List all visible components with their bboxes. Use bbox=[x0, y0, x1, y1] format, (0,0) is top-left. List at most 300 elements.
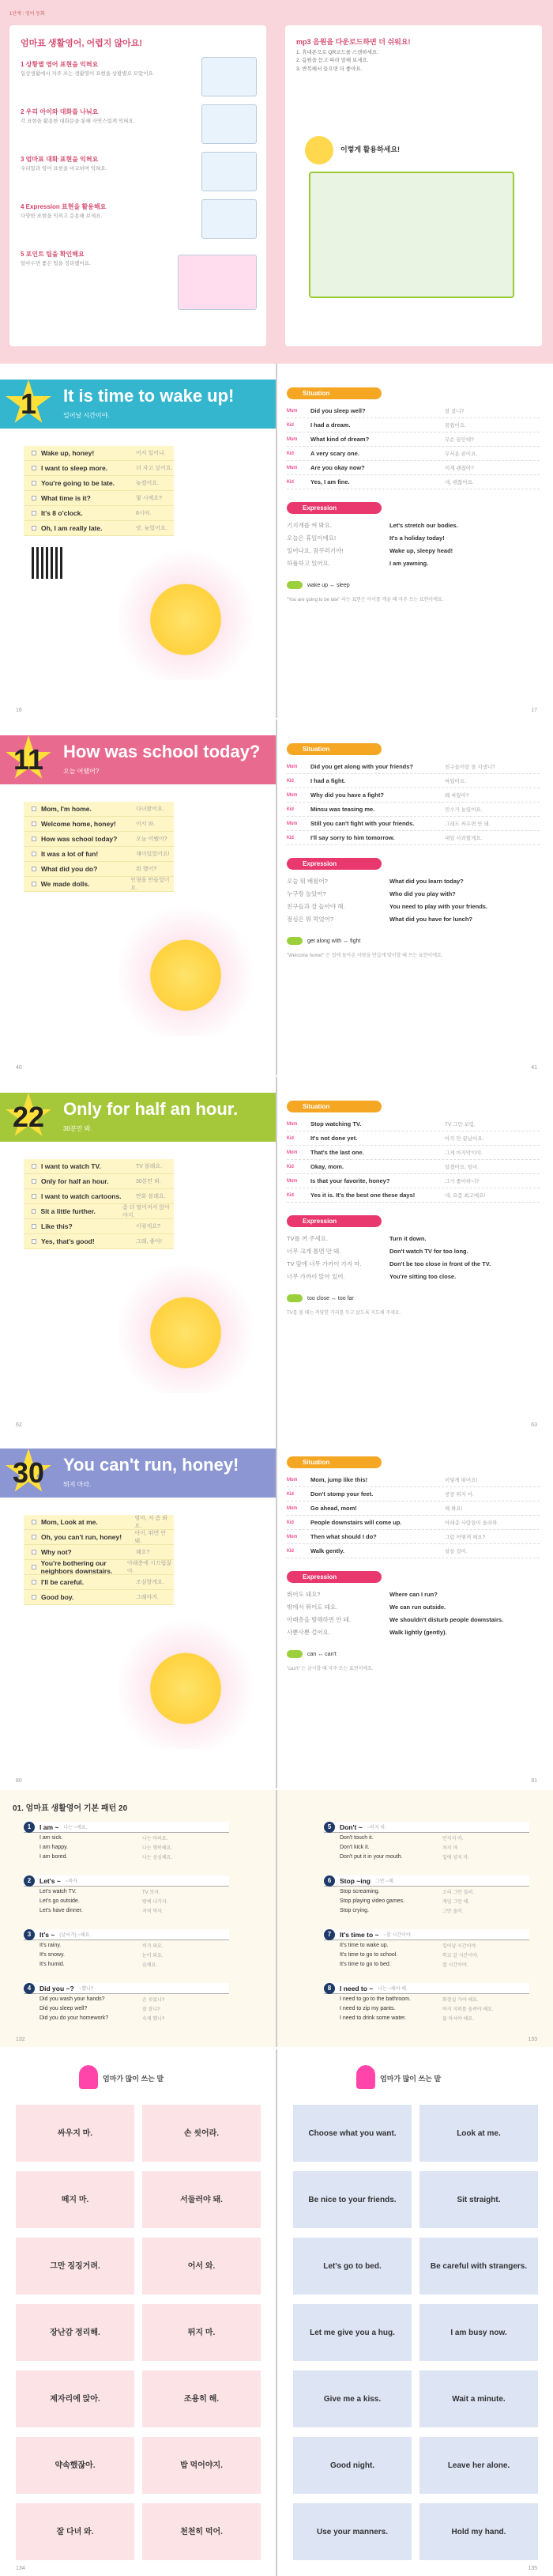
dialogue-ko: 그럼 어떻게 해요? bbox=[445, 1535, 486, 1540]
sentence-row bbox=[24, 877, 174, 892]
pattern-title: I need to ~ bbox=[340, 1984, 374, 1992]
expression-line bbox=[287, 1626, 540, 1638]
pattern-line bbox=[324, 1852, 529, 1861]
lesson-number: 22 bbox=[12, 1101, 45, 1133]
pattern-title: Did you ~? bbox=[40, 1984, 74, 1992]
expression-line bbox=[287, 900, 540, 912]
sentence-ko: 만화 볼래요. bbox=[136, 1194, 166, 1199]
dialogue-en: Still you can't fight with your friends. bbox=[310, 820, 415, 827]
pattern-title: Stop ~ing bbox=[340, 1876, 371, 1885]
checkbox-icon bbox=[32, 526, 36, 531]
pattern-en: Don't touch it. bbox=[340, 1834, 374, 1841]
dialogue-en: Why did you have a fight? bbox=[310, 791, 384, 799]
flashcard: Give me a kiss. bbox=[293, 2370, 412, 2427]
sentence-row bbox=[24, 847, 174, 862]
pattern-ko: 소리 그만 질러. bbox=[442, 1890, 474, 1895]
right-title: mp3 음원을 다운로드하면 더 쉬워요! bbox=[296, 38, 411, 46]
intro-item-desc: 일상생활에서 자주 쓰는 생활영어 표현을 상황별로 모았어요. bbox=[21, 71, 155, 77]
pattern-line bbox=[24, 1896, 229, 1906]
dialogue-line bbox=[287, 1473, 540, 1487]
section-header: Situation bbox=[287, 1101, 382, 1112]
expression-en: It's a holiday today! bbox=[389, 534, 445, 542]
sentence-ko: 뭐 했어? bbox=[136, 867, 157, 872]
dialogue-en: Yes it is. It's the best one these days! bbox=[310, 1192, 416, 1199]
dialogue-ko: 그래도 싸우면 안 돼. bbox=[445, 822, 491, 827]
pattern-title: I am ~ bbox=[40, 1822, 59, 1831]
pattern-header bbox=[324, 1929, 529, 1940]
sentence-row bbox=[24, 476, 174, 491]
dialogue-line bbox=[287, 817, 540, 831]
dialogue-line bbox=[287, 1501, 540, 1516]
speaker: Kid bbox=[287, 806, 294, 812]
sentence-en: Only for half an hour. bbox=[41, 1177, 109, 1185]
tip-badge bbox=[287, 1650, 303, 1658]
page-number: 132 bbox=[16, 2037, 25, 2042]
pattern-line bbox=[24, 1940, 229, 1950]
pattern-desc: ~했니? bbox=[78, 1987, 94, 1992]
flashcard: Leave her alone. bbox=[419, 2437, 538, 2494]
pattern-title: Don't ~ bbox=[340, 1822, 363, 1831]
dialogue-line bbox=[287, 1530, 540, 1544]
lesson-right-page bbox=[277, 720, 553, 1075]
lesson-left-page bbox=[0, 1077, 276, 1433]
expression-line bbox=[287, 1245, 540, 1257]
flashcard: Hold my hand. bbox=[419, 2503, 538, 2560]
sentence-ko: 어서 와. bbox=[136, 822, 156, 827]
page-number: 135 bbox=[528, 2566, 537, 2571]
dialogue-en: Is that your favorite, honey? bbox=[310, 1177, 390, 1184]
gutter bbox=[276, 1790, 277, 2047]
expression-line bbox=[287, 531, 540, 544]
section-header: Situation bbox=[287, 387, 382, 399]
flashcard: 밥 먹어야지. bbox=[142, 2437, 261, 2494]
mom-icon bbox=[356, 2065, 375, 2089]
intro-item bbox=[21, 108, 218, 125]
pattern-title: It's ~ bbox=[40, 1930, 55, 1939]
pattern-ko: 잘 시간이야. bbox=[442, 1962, 468, 1968]
sentence-en: Mom, I'm home. bbox=[41, 805, 92, 813]
pattern-en: I need to zip my pants. bbox=[340, 2005, 396, 2011]
section-header: Situation bbox=[287, 1456, 382, 1468]
flashcard: 천천히 먹어. bbox=[142, 2503, 261, 2560]
expression-line bbox=[287, 544, 540, 557]
lesson-title: Only for half an hour. bbox=[63, 1099, 239, 1119]
dialogue-line bbox=[287, 475, 540, 489]
pattern-ko: 입에 넣지 마. bbox=[442, 1855, 469, 1860]
expression-section bbox=[287, 1571, 540, 1638]
flashcard: 약속했잖아. bbox=[16, 2437, 134, 2494]
lesson-right-page bbox=[277, 364, 553, 718]
pattern-line bbox=[24, 1852, 229, 1861]
sentence-ko: 이렇게요? bbox=[136, 1224, 160, 1229]
dialogue-line bbox=[287, 1146, 540, 1160]
expression-en: Walk lightly (gently). bbox=[389, 1628, 447, 1636]
section-header: Expression bbox=[287, 502, 382, 514]
checkbox-icon bbox=[32, 822, 36, 826]
flashcard: 조용히 해. bbox=[142, 2370, 261, 2427]
expression-ko: 기지개를 켜 봐요. bbox=[287, 521, 332, 529]
dialogue-ko: 친구들이랑 잘 지냈니? bbox=[445, 765, 495, 770]
sentence-en: I want to sleep more. bbox=[41, 464, 108, 472]
checkbox-icon bbox=[32, 867, 36, 871]
expression-line bbox=[287, 1232, 540, 1245]
checkbox-icon bbox=[32, 481, 36, 485]
expression-ko: 친구들과 잘 놀아야 해. bbox=[287, 902, 345, 910]
note-text: "You are going to be late" 라는 표현은 아이를 깨울 때 자주 쓰는 표현이에요. bbox=[287, 598, 444, 602]
checkbox-icon bbox=[32, 852, 36, 856]
expression-ko: 아래층을 방해하면 안 돼. bbox=[287, 1615, 351, 1623]
sentence-ko: 그래야지. bbox=[136, 1595, 159, 1600]
lesson-number: 1 bbox=[20, 387, 37, 420]
tip-text: get along with ↔ fight bbox=[307, 938, 361, 944]
sentence-en: What time is it? bbox=[41, 494, 91, 502]
checkbox-icon bbox=[32, 496, 36, 500]
dialogue-ko: 그거 좋아하니? bbox=[445, 1179, 480, 1184]
expression-section bbox=[287, 1215, 540, 1282]
pattern-line bbox=[24, 1906, 229, 1915]
sentence-ko: 조심할게요. bbox=[136, 1580, 164, 1585]
sentence-ko: 왜요? bbox=[136, 1550, 150, 1555]
dialogue-en: A very scary one. bbox=[310, 450, 359, 457]
pattern-en: Let's watch TV. bbox=[40, 1888, 77, 1894]
pattern-en: Don't put it in your mouth. bbox=[340, 1853, 403, 1860]
intro-spread bbox=[0, 0, 553, 364]
sample-page-image bbox=[309, 172, 514, 298]
speaker: Mom bbox=[287, 1477, 298, 1483]
expression-ko: 너무 가까이 앉아 있어. bbox=[287, 1272, 345, 1280]
right-subtitle: 이렇게 활용하세요! bbox=[340, 145, 401, 153]
pattern-ko: 게임 그만 해. bbox=[442, 1899, 469, 1905]
pattern-ko: 화장실 가야 해요. bbox=[442, 1997, 479, 2003]
dialogue-en: I had a fight. bbox=[310, 777, 346, 784]
intro-item bbox=[21, 155, 218, 172]
page-number: 63 bbox=[531, 1422, 537, 1428]
pattern-box bbox=[24, 1929, 229, 1969]
dialogue-line bbox=[287, 760, 540, 774]
pattern-ko: 숙제 했니? bbox=[142, 2016, 165, 2022]
sentence-ko: 엄마, 저 좀 봐요. bbox=[134, 1516, 167, 1529]
speaker: Kid bbox=[287, 479, 294, 485]
sentence-ko: 인형을 만들었어요. bbox=[130, 878, 170, 891]
flashcard: 어서 와. bbox=[142, 2238, 261, 2295]
right-list bbox=[296, 49, 530, 74]
intro-item-desc: 알아두면 좋은 팁을 정리했어요. bbox=[21, 261, 91, 266]
checkbox-icon bbox=[32, 1239, 36, 1244]
expression-section bbox=[287, 858, 540, 925]
sentence-row bbox=[24, 1515, 174, 1530]
dialogue-en: Stop watching TV. bbox=[310, 1120, 362, 1127]
pattern-header bbox=[24, 1822, 229, 1833]
sentence-ko: 8시야. bbox=[136, 511, 152, 516]
speaker: Kid bbox=[287, 1491, 294, 1497]
tip-badge bbox=[287, 581, 303, 589]
key-sentences bbox=[24, 446, 174, 536]
pattern-line bbox=[324, 2013, 529, 2023]
sentence-en: Welcome home, honey! bbox=[41, 820, 116, 828]
intro-item-title: 4 Expression 표현을 활용해요 bbox=[21, 203, 107, 210]
speaker: Mom bbox=[287, 1534, 298, 1539]
lesson-subtitle: 30분만 봐. bbox=[63, 1125, 92, 1132]
pattern-box bbox=[324, 1875, 529, 1915]
pattern-en: It's humid. bbox=[40, 1961, 65, 1967]
dialogue-en: Yes, I am fine. bbox=[310, 478, 350, 485]
dialogue-line bbox=[287, 1188, 540, 1203]
expression-en: I am yawning. bbox=[389, 559, 429, 567]
dialogue-line bbox=[287, 1131, 540, 1146]
speaker: Mom bbox=[287, 792, 298, 798]
page-number: 40 bbox=[16, 1065, 22, 1071]
intro-item-desc: 우리말과 영어 표현을 비교하며 익혀요. bbox=[21, 166, 107, 172]
pattern-ko: 손 씻었니? bbox=[142, 1997, 165, 2003]
dialogue-ko: 이제 괜찮아? bbox=[445, 466, 474, 471]
lesson-spread bbox=[0, 1077, 553, 1433]
sentence-ko: 30분만 봐. bbox=[136, 1179, 161, 1184]
expression-en: You're sitting too close. bbox=[389, 1272, 457, 1280]
sentence-row bbox=[24, 1174, 174, 1189]
note-text: "Welcome home!" 은 집에 돌아온 사람을 반갑게 맞이할 때 쓰는 표현이에요. bbox=[287, 954, 443, 958]
expression-line bbox=[287, 1257, 540, 1270]
sentence-row bbox=[24, 521, 174, 536]
expression-ko: 밖에서 뛰어도 돼요. bbox=[287, 1603, 338, 1611]
dialogue-ko: 네, 괜찮아요. bbox=[445, 480, 474, 485]
lesson-subtitle: 일어날 시간이야. bbox=[63, 412, 110, 419]
pattern-line bbox=[24, 1994, 229, 2004]
sentence-ko: 앗, 늦었어요. bbox=[136, 526, 167, 531]
expression-en: Don't be too close in front of the TV. bbox=[389, 1260, 491, 1267]
speaker: Mom bbox=[287, 436, 298, 442]
pattern-line bbox=[324, 1950, 529, 1959]
pattern-box bbox=[324, 1822, 529, 1861]
intro-item-title: 5 포인트 팁을 확인해요 bbox=[21, 251, 85, 258]
tip-line bbox=[287, 1650, 337, 1658]
tip-line bbox=[287, 581, 350, 589]
expression-line bbox=[287, 1270, 540, 1282]
speaker: Kid bbox=[287, 778, 294, 784]
lesson-left-page bbox=[0, 720, 276, 1075]
pattern-line bbox=[324, 1887, 529, 1896]
flashcard: 장난감 정리해. bbox=[16, 2304, 134, 2361]
dialogue-line bbox=[287, 1487, 540, 1501]
dialogue-ko: 왜 싸웠어? bbox=[445, 793, 469, 799]
pattern-ko: 바지 지퍼를 올려야 해요. bbox=[442, 2007, 494, 2012]
situation-section bbox=[287, 743, 540, 845]
sentence-en: It's 8 o'clock. bbox=[41, 509, 83, 517]
illustration bbox=[118, 901, 253, 1036]
pattern-box bbox=[24, 1822, 229, 1861]
page-number: 81 bbox=[531, 1778, 537, 1784]
pattern-ko: 나는 행복해요. bbox=[142, 1845, 173, 1851]
page-number: 133 bbox=[528, 2037, 537, 2042]
speaker: Kid bbox=[287, 451, 294, 456]
speaker: Mom bbox=[287, 465, 298, 470]
pattern-ko: 학교 갈 시간이야. bbox=[442, 1953, 479, 1958]
flashcard: 그만 징징거려. bbox=[16, 2238, 134, 2295]
checkbox-icon bbox=[32, 1565, 36, 1569]
pattern-box bbox=[24, 1983, 229, 2023]
pattern-header bbox=[24, 1929, 229, 1940]
expression-line bbox=[287, 874, 540, 887]
right-list-item: 3. 반복해서 들으면 더 좋아요. bbox=[296, 66, 363, 72]
dialogue-ko: 아래층 사람들이 올라와. bbox=[445, 1520, 499, 1526]
pattern-number: 1 bbox=[24, 1822, 35, 1833]
intro-item-title: 3 엄마표 대화 표현을 익혀요 bbox=[21, 156, 99, 163]
page-number: 134 bbox=[16, 2566, 25, 2571]
dialogue-en: Mom, jump like this! bbox=[310, 1476, 368, 1483]
dialogue-en: Minsu was teasing me. bbox=[310, 806, 375, 813]
dialogue-line bbox=[287, 418, 540, 432]
sentence-ko: 그래, 좋아! bbox=[136, 1239, 162, 1245]
sentence-row bbox=[24, 461, 174, 476]
flashcard: I am busy now. bbox=[419, 2304, 538, 2361]
sentence-row bbox=[24, 832, 174, 847]
dialogue-en: People downstairs will come up. bbox=[310, 1519, 402, 1526]
dialogue-en: Okay, mom. bbox=[310, 1163, 344, 1170]
sentence-en: Good boy. bbox=[41, 1593, 74, 1601]
pattern-ko: 일어날 시간이야. bbox=[442, 1943, 477, 1949]
dialogue-ko: 민수가 놀렸어요. bbox=[445, 807, 483, 813]
expression-ko: 뛰어도 돼요? bbox=[287, 1590, 321, 1598]
intro-title: 엄마표 생활영어, 어렵지 않아요! bbox=[21, 39, 143, 48]
dialogue-ko: 그게 마지막이야. bbox=[445, 1150, 483, 1156]
sentence-en: Wake up, honey! bbox=[41, 449, 95, 457]
sentence-en: How was school today? bbox=[41, 835, 118, 843]
expression-en: What did you have for lunch? bbox=[389, 915, 472, 923]
lesson-title: It is time to wake up! bbox=[63, 386, 235, 406]
speaker: Mom bbox=[287, 1150, 298, 1155]
tip-badge bbox=[287, 937, 303, 945]
sentence-row bbox=[24, 1590, 174, 1605]
dialogue-line bbox=[287, 404, 540, 418]
lesson-number: 30 bbox=[12, 1456, 45, 1489]
key-sentences bbox=[24, 1515, 174, 1605]
expression-ko: TV 앞에 너무 가까이 가지 마. bbox=[287, 1260, 362, 1267]
flashcard: Use your manners. bbox=[293, 2503, 412, 2560]
pattern-line bbox=[324, 1959, 529, 1969]
checkbox-icon bbox=[32, 466, 36, 470]
flashcard: Let me give you a hug. bbox=[293, 2304, 412, 2361]
pattern-title: It's time to ~ bbox=[340, 1930, 379, 1939]
checkbox-icon bbox=[32, 511, 36, 516]
sentence-ko: 다녀왔어요. bbox=[136, 806, 164, 812]
pattern-en: It's time to wake up. bbox=[340, 1942, 389, 1948]
intro-item-desc: 다양한 표현을 익히고 응용해 보세요. bbox=[21, 213, 103, 219]
pattern-en: It's snowy. bbox=[40, 1951, 65, 1958]
expression-ko: 점심은 뭐 먹었어? bbox=[287, 915, 334, 923]
tip-line bbox=[287, 937, 360, 945]
flashcard-spread bbox=[0, 2049, 553, 2576]
expression-en: Where can I run? bbox=[389, 1590, 438, 1598]
dialogue-line bbox=[287, 432, 540, 447]
checkbox-icon bbox=[32, 1580, 36, 1585]
sentence-row bbox=[24, 1575, 174, 1590]
pattern-line bbox=[324, 1833, 529, 1842]
expression-line bbox=[287, 1613, 540, 1626]
illustration bbox=[118, 546, 253, 680]
dialogue-en: Did you sleep well? bbox=[310, 407, 366, 414]
illustration bbox=[118, 1615, 253, 1749]
sentence-row bbox=[24, 1560, 174, 1575]
speaker: Mom bbox=[287, 764, 298, 769]
situation-section bbox=[287, 387, 540, 489]
pattern-desc: ~할 시간이야. bbox=[383, 1933, 412, 1938]
dialogue-ko: TV 그만 보렴. bbox=[445, 1122, 476, 1127]
checkbox-icon bbox=[32, 1164, 36, 1169]
illustration bbox=[118, 1259, 253, 1393]
pattern-header bbox=[324, 1822, 529, 1833]
lesson-left-page bbox=[0, 1433, 276, 1788]
expression-en: Who did you play with? bbox=[389, 890, 456, 897]
intro-item bbox=[21, 202, 218, 220]
pattern-line bbox=[24, 1950, 229, 1959]
sentence-ko: TV 볼래요. bbox=[136, 1164, 163, 1169]
expression-en: We shouldn't disturb people downstairs. bbox=[389, 1615, 504, 1623]
speaker: Kid bbox=[287, 1135, 294, 1141]
pattern-ko: 차지 마. bbox=[442, 1845, 459, 1851]
speaker: Kid bbox=[287, 1520, 294, 1525]
section-header: Expression bbox=[287, 1571, 382, 1583]
tip-line bbox=[287, 1294, 354, 1302]
checkbox-icon bbox=[32, 1595, 36, 1600]
sentence-ko: 아이, 뛰면 안 돼. bbox=[134, 1531, 167, 1544]
pattern-en: Don't kick it. bbox=[340, 1844, 370, 1850]
dialogue-line bbox=[287, 461, 540, 475]
flashcard: Choose what you want. bbox=[293, 2105, 412, 2162]
sentence-en: Yes, that's good! bbox=[41, 1237, 95, 1245]
dialogue-ko: 싸웠어요. bbox=[445, 779, 466, 784]
pattern-ko: 비가 와요. bbox=[142, 1943, 164, 1949]
flashcard: Sit straight. bbox=[419, 2171, 538, 2228]
sentence-row bbox=[24, 506, 174, 521]
pattern-header bbox=[24, 1983, 229, 1994]
pattern-desc: ~하지 마. bbox=[367, 1826, 386, 1830]
flashcard: Be careful with strangers. bbox=[419, 2238, 538, 2295]
flashcard: Be nice to your friends. bbox=[293, 2171, 412, 2228]
dialogue-ko: 해 봐요! bbox=[445, 1506, 463, 1512]
sentence-en: I want to watch cartoons. bbox=[41, 1192, 122, 1200]
dialogue-en: Go ahead, mom! bbox=[310, 1505, 357, 1512]
sentence-ko: 아래층에 시끄럽잖아. bbox=[126, 1561, 172, 1574]
dialogue-line bbox=[287, 447, 540, 461]
pattern-en: Stop crying. bbox=[340, 1907, 369, 1913]
intro-header: 1단계 : 영어 동화 bbox=[9, 12, 45, 17]
dialogue-line bbox=[287, 1174, 540, 1188]
mascot-icon bbox=[305, 136, 333, 164]
pattern-line bbox=[24, 1833, 229, 1842]
sentence-row bbox=[24, 1189, 174, 1204]
expression-line bbox=[287, 912, 540, 925]
lesson-subtitle: 뛰지 마라. bbox=[63, 1481, 92, 1488]
intro-item-desc: 각 표현을 활용한 대화문을 통해 자연스럽게 익혀요. bbox=[21, 119, 135, 124]
expression-ko: 하품하고 있어요. bbox=[287, 559, 330, 567]
flashcard: 서둘러야 돼. bbox=[142, 2171, 261, 2228]
pattern-number: 8 bbox=[324, 1983, 335, 1994]
dialogue-en: Then what should I do? bbox=[310, 1533, 377, 1540]
expression-en: You need to play with your friends. bbox=[389, 902, 488, 910]
page-number: 62 bbox=[16, 1422, 22, 1428]
page-number: 16 bbox=[16, 708, 22, 713]
pattern-line bbox=[24, 2013, 229, 2023]
flashcard-right-page bbox=[277, 2049, 553, 2576]
dialogue-en: What kind of dream? bbox=[310, 436, 370, 443]
sentence-en: I want to watch TV. bbox=[41, 1162, 101, 1170]
pattern-desc: (날씨가) ~해요. bbox=[59, 1933, 92, 1938]
pattern-line bbox=[324, 2004, 529, 2013]
pattern-box bbox=[24, 1875, 229, 1915]
pattern-ko: 물 마셔야 해요. bbox=[442, 2016, 474, 2022]
pattern-number: 7 bbox=[324, 1929, 335, 1940]
tip-text: wake up ↔ sleep bbox=[307, 582, 350, 588]
lesson-left-page bbox=[0, 364, 276, 718]
